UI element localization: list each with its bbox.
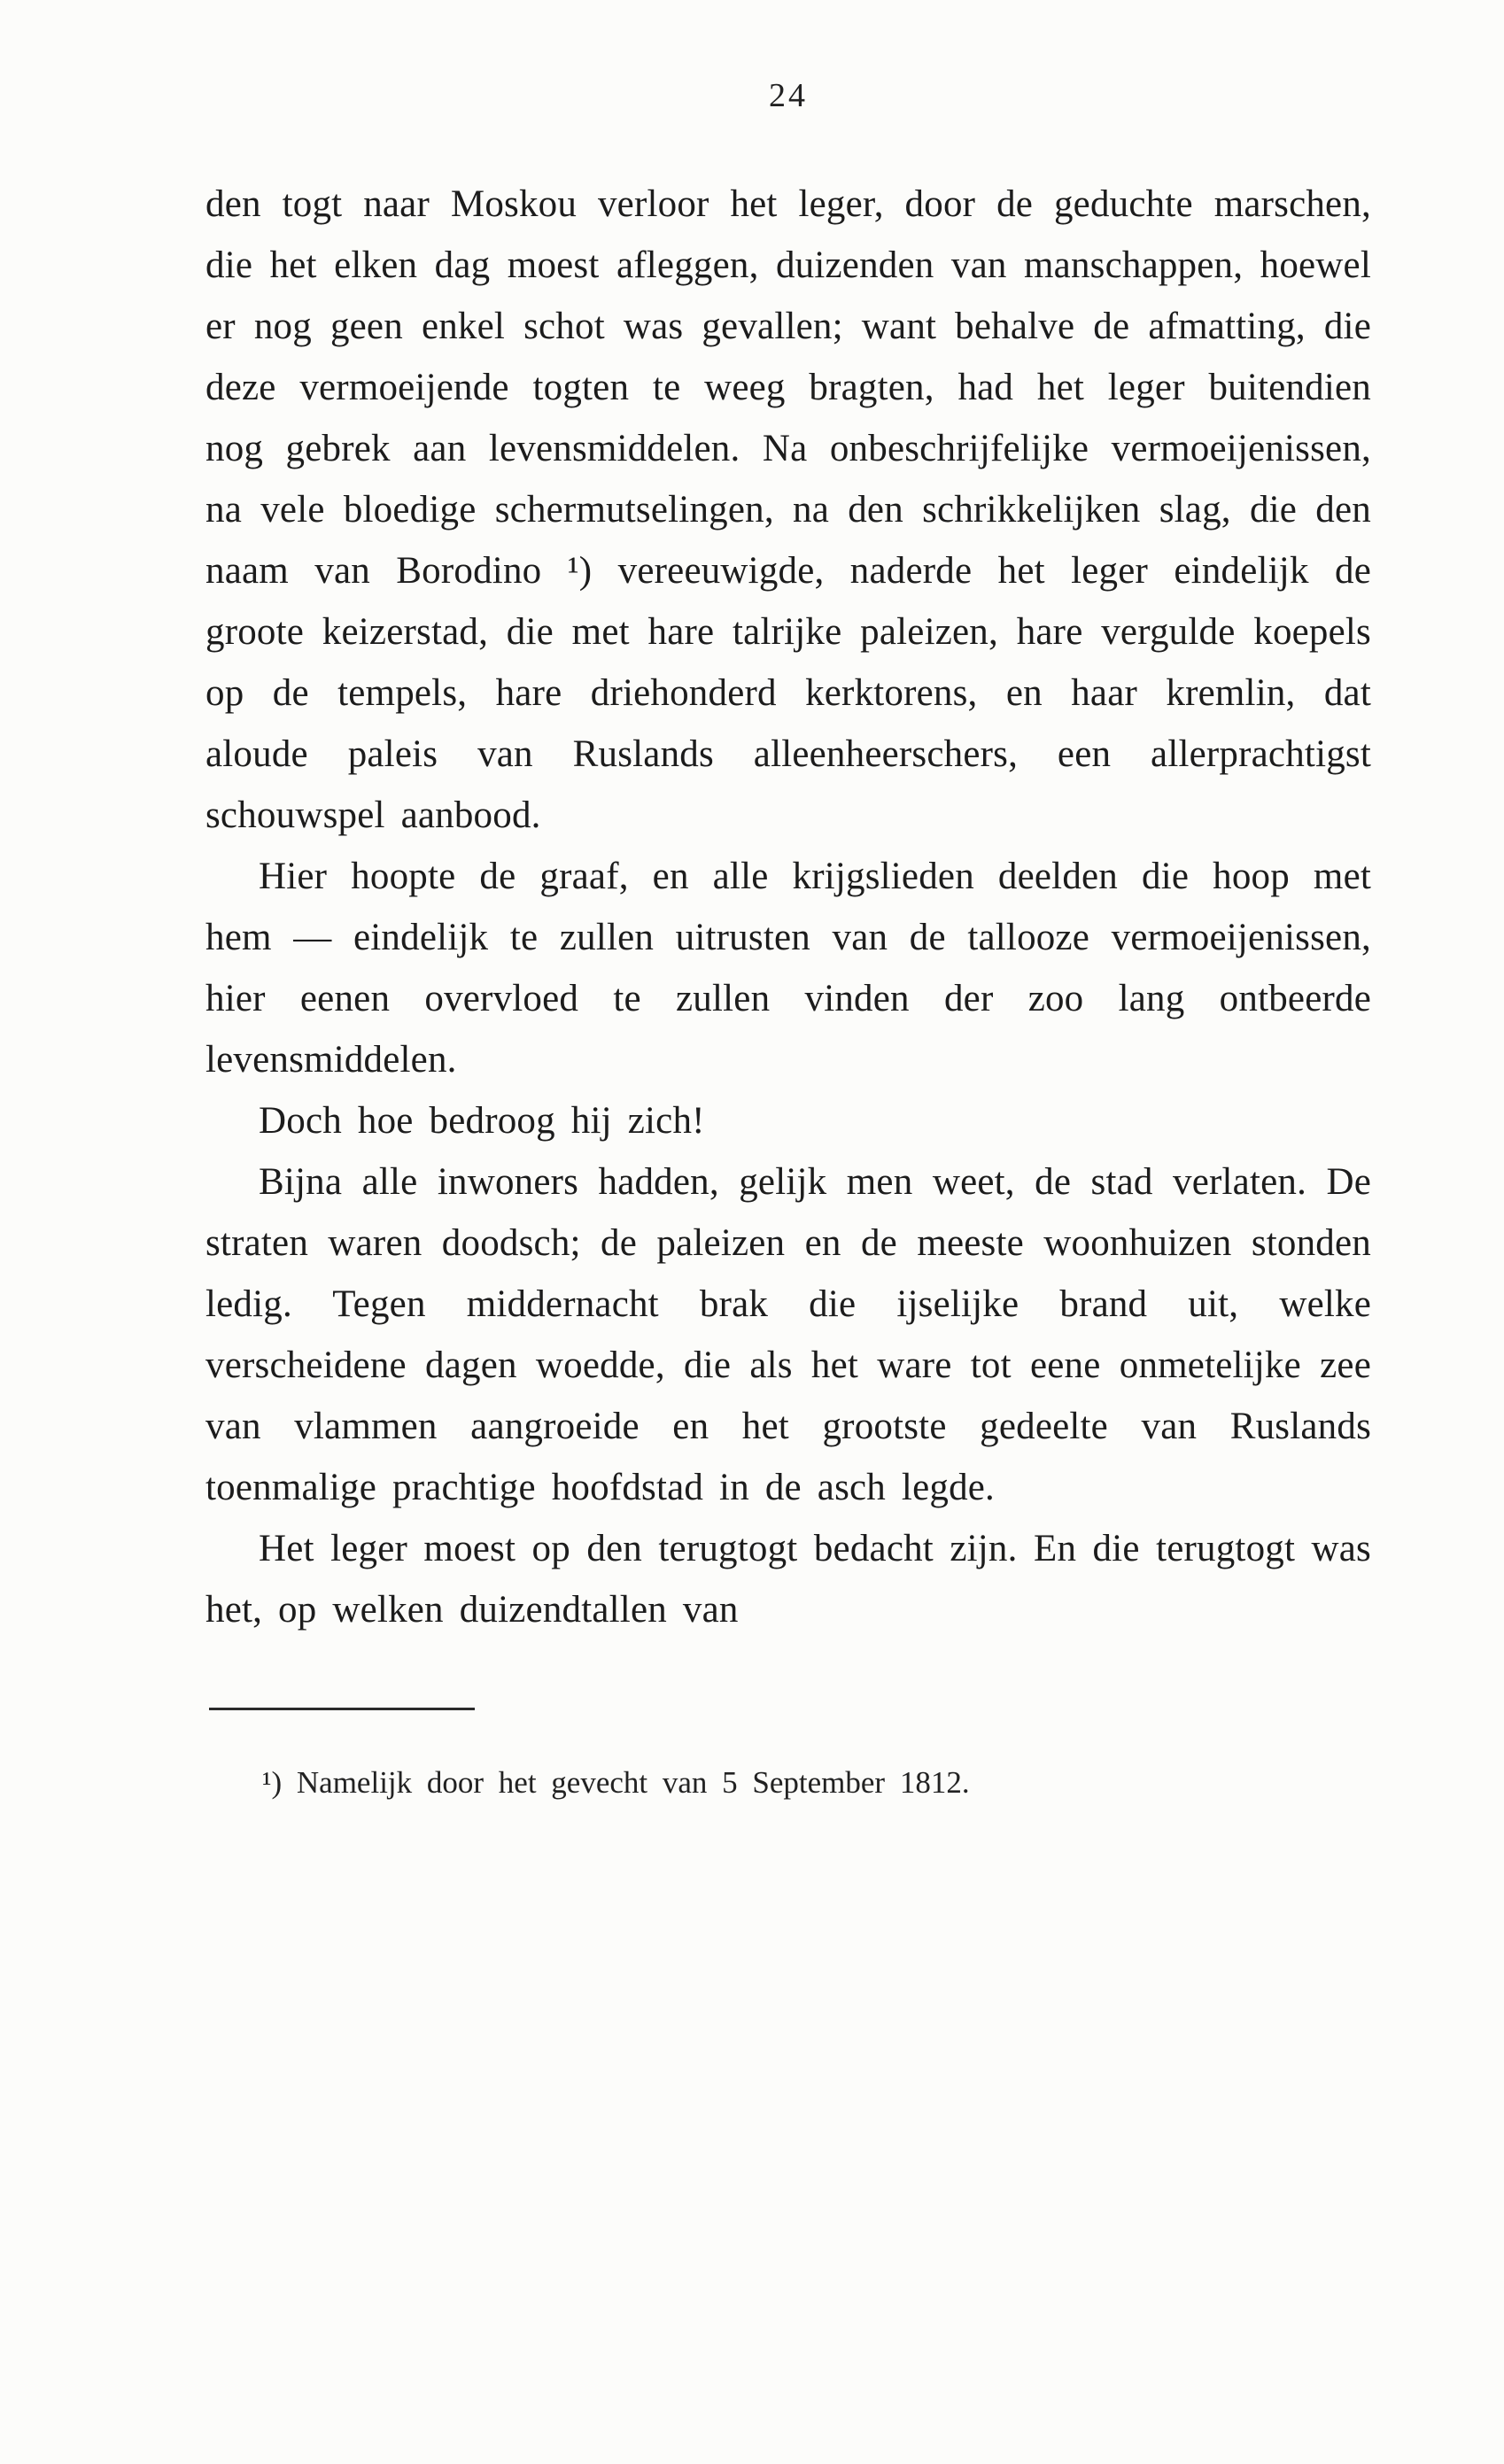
paragraph: Hier hoopte de graaf, en alle krijgslieden deelden die hoop met hem — eindelijk te zullen uitrusten van de tallooze vermoeijenissen, hier eenen overvloed te zullen vinden der zoo lang ontbeerde levensmiddelen. xyxy=(205,856,1371,1081)
paragraph: Bijna alle inwoners hadden, gelijk men weet, de stad verlaten. De straten waren doodsch; de paleizen en de meeste woonhuizen stonden ledig. Tegen middernacht brak die ijselijke brand uit, welke verscheidene dagen woedde, die als het ware tot eene onmetelijke zee van vlammen aangroeide en het grootste gedeelte van Ruslands toenmalige prachtige hoofdstad in de asch legde. xyxy=(205,1161,1371,1508)
body-text xyxy=(205,174,1371,1640)
footnote: ¹) Namelijk door het gevecht van 5 September 1812. xyxy=(262,1765,970,1800)
paragraph: Het leger moest op den terugtogt bedacht zijn. En die terugtogt was het, op welken duizendtallen van xyxy=(205,1528,1371,1631)
paragraph: Doch hoe bedroog hij zich! xyxy=(259,1100,705,1142)
page-number: 24 xyxy=(769,77,808,114)
footnote-divider xyxy=(209,1708,475,1710)
paragraph-continuation: den togt naar Moskou verloor het leger, door de geduchte marschen, die het elken dag moest afleggen, duizenden van manschappen, hoewel er nog geen enkel schot was gevallen; want behalve de afmatting, die deze vermoeijende togten te weeg bragten, had het leger buitendien nog gebrek aan levensmiddelen. Na onbeschrijfelijke vermoeijenissen, na vele bloedige schermutselingen, na den schrikkelijken slag, die den naam van Borodino ¹) vereeuwigde, naderde het leger eindelijk de groote keizerstad, die met hare talrijke paleizen, hare vergulde koepels op de tempels, hare driehonderd kerktorens, en haar kremlin, dat aloude paleis van Ruslands alleenheerschers, een allerprachtigst schouwspel aanbood. xyxy=(205,183,1371,836)
